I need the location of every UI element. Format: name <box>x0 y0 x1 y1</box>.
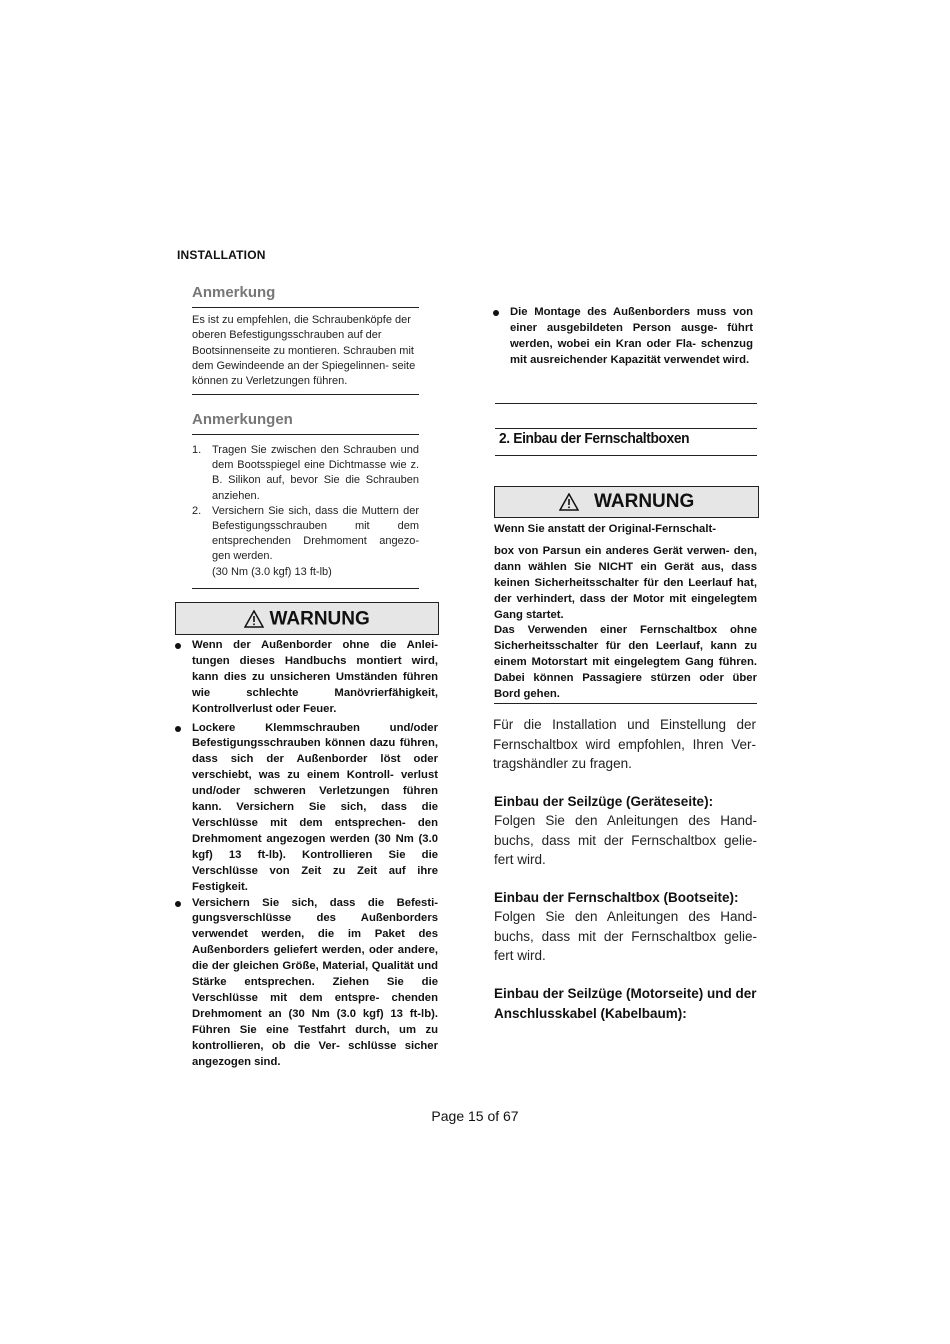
note-list <box>192 443 419 580</box>
list-number: 2. <box>192 504 202 517</box>
list-text: Versichern Sie sich, dass die Muttern der Befestigungsschrauben mit dem entsprechenden Drehmoment angezo- gen werden. <box>212 504 419 563</box>
note-box-2 <box>192 411 419 589</box>
list-text: Tragen Sie zwischen den Schrauben und dem Bootsspiegel eine Dichtmasse wie z. B. Silikon auf, bevor Sie die Schrauben anziehen. <box>212 444 419 502</box>
subsection-text: Folgen Sie den Anleitungen des Hand- buchs, dass mit der Fernschaltbox gelie- fert wird. <box>494 909 757 964</box>
intro-text: Für die Installation und Einstellung der Fernschaltbox wird empfohlen, Ihren Ver- tragshändler zu fragen. <box>493 717 756 772</box>
warning-bullets-left <box>175 638 438 1070</box>
list-item <box>192 504 419 580</box>
warning-box-right <box>494 486 759 518</box>
warning-label: WARNUNG <box>594 491 695 512</box>
divider <box>495 428 757 429</box>
note-text: Es ist zu empfehlen, die Schraubenköpfe der oberen Befestigungsschrauben auf der Bootsinnenseite zu montieren. Schrauben mit dem Gewindeende an der Spiegelinnen- seite können zu Verletzungen führen. <box>192 314 416 388</box>
warning-box-left <box>175 602 439 635</box>
bullet-dot-icon <box>493 310 499 316</box>
note-title: Anmerkungen <box>192 411 293 428</box>
bullet-dot-icon <box>175 643 181 649</box>
subsection-title: Einbau der Seilzüge (Motorseite) und der Anschlusskabel (Kabelbaum): <box>494 986 757 1021</box>
list-number: 1. <box>192 444 202 456</box>
warning-label: WARNUNG <box>269 608 370 630</box>
list-item <box>175 638 438 718</box>
page-number: Page 15 of 67 <box>431 1108 519 1124</box>
section-title: 2. Einbau der Fernschaltboxen <box>499 430 690 447</box>
bullet-text: Die Montage des Außenborders muss von einer ausgebildeten Person ausge- führt werden, wobei ein Kran oder Fla- schenzug mit ausreichender Kapazität verwendet wird. <box>510 306 753 366</box>
divider <box>495 455 757 456</box>
warning-triangle-icon <box>244 610 264 628</box>
note-title: Anmerkung <box>192 284 276 301</box>
section-header: INSTALLATION <box>177 248 266 262</box>
right-top-bullet <box>493 305 753 369</box>
bullet-text: Lockere Klemmschrauben und/oder Befestigungsschrauben können dazu führen, dass sich der Außenborder löst oder verschiebt, was zu einem Kontroll- verlust und/oder schweren Verletzungen führen kann. Versichern Sie sich, dass die Verschlüsse mit dem entsprechen- den Drehmoment angezogen werden (30 Nm (3.0 kgf) 13 ft-lb). Kontrollieren Sie die Verschlüsse von Zeit zu Zeit auf ihre Festigkeit. <box>192 721 438 893</box>
subsection-title: Einbau der Fernschaltbox (Bootseite): <box>494 890 739 905</box>
divider <box>192 394 419 395</box>
bullet-text: Versichern Sie sich, dass die Befesti- gungsverschlüsse des Außenborders verwendet werden, die im Paket des Außenborders geliefert werden, oder andere, die der gleichen Größe, Material, Qualität und Stärke entsprechen. Ziehen Sie die Verschlüsse mit dem entspre- chenden Drehmoment an (30 Nm (3.0 kgf) 13 ft-lb). Führen Sie eine Testfahrt durch, um zu kontrollieren, ob die Ver- schlüsse sicher angezogen sind. <box>192 896 438 1068</box>
divider <box>495 403 757 404</box>
warning-text: Das Verwenden einer Fernschaltbox ohne Sicherheitsschalter für den Leerlauf, kann zu einem Motorstart mit eingelegtem Gang führen. Dabei können Passagiere stürzen oder über Bord gehen. <box>494 624 757 700</box>
note-box-1 <box>192 284 419 395</box>
bullet-dot-icon <box>175 726 181 732</box>
list-item <box>192 443 419 504</box>
divider <box>192 588 419 589</box>
torque-spec: (30 Nm (3.0 kgf) 13 ft-lb) <box>212 565 332 578</box>
divider <box>494 703 757 704</box>
subsection-title: Einbau der Seilzüge (Geräteseite): <box>494 794 714 809</box>
warning-triangle-icon <box>559 493 579 511</box>
bullet-text: Wenn der Außenborder ohne die Anlei- tungen dieses Handbuchs montiert wird, kann dies zu unsicheren Umständen führen wie schlechte Manövrierfähigkeit, Kontrollverlust oder Feuer. <box>192 639 438 715</box>
list-item <box>175 896 438 1071</box>
list-item <box>175 721 438 896</box>
warning-text-line: Wenn Sie anstatt der Original-Fernschalt- <box>494 523 717 535</box>
warning-text: box von Parsun ein anderes Gerät verwen- den, dann wählen Sie NICHT ein Gerät aus, dass keinen Sicherheitsschalter für den Leerlauf hat, der verhindert, dass der Motor mit eingelegtem Gang startet. <box>494 545 757 621</box>
bullet-dot-icon <box>175 901 181 907</box>
list-item <box>493 305 753 369</box>
subsection-text: Folgen Sie den Anleitungen des Hand- buchs, dass mit der Fernschaltbox gelie- fert wird. <box>494 813 757 868</box>
